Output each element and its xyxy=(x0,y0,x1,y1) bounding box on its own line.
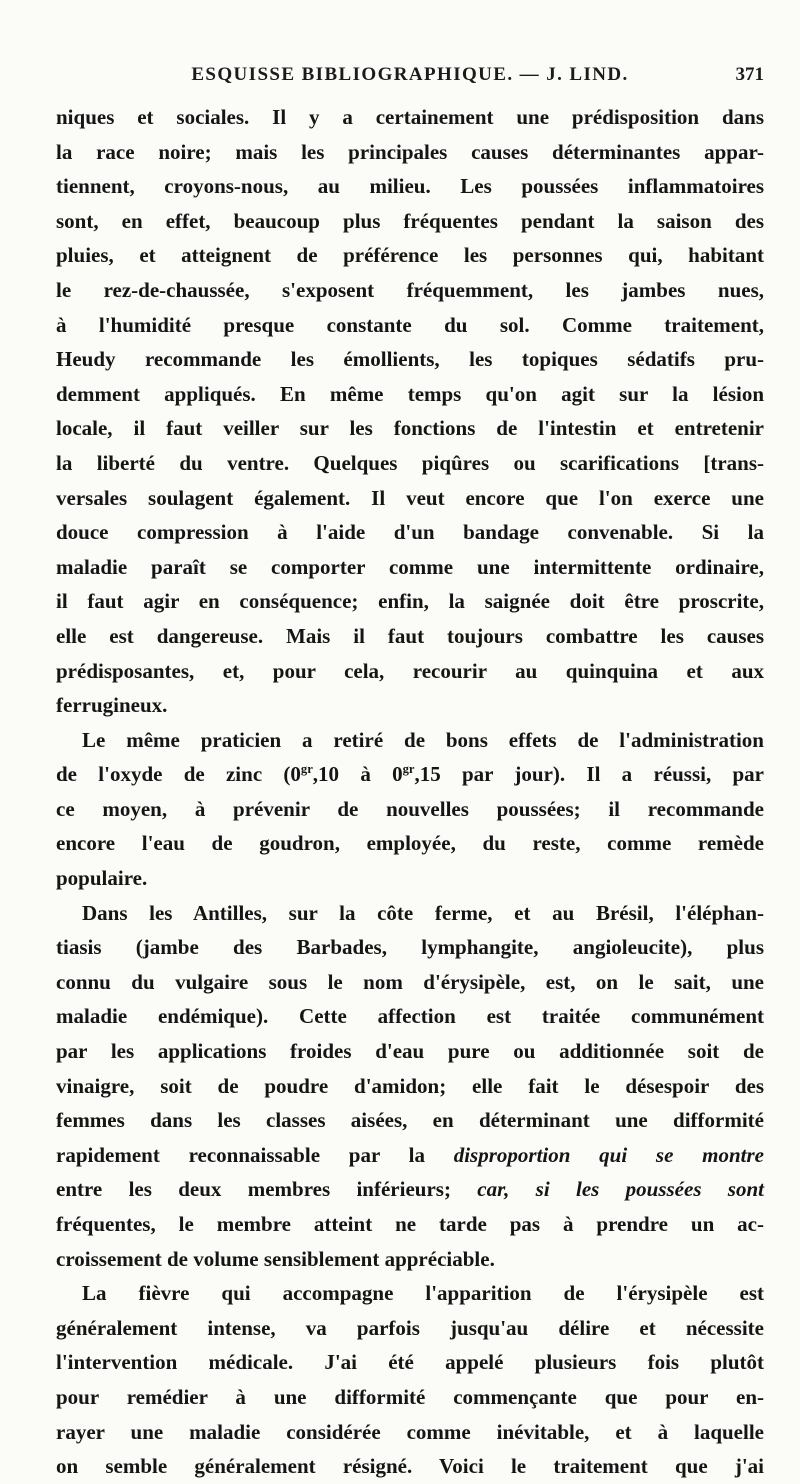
page-header xyxy=(56,60,764,90)
text-line: populaire. xyxy=(56,866,148,891)
zinc-line-start: de l'oxyde de zinc (0 xyxy=(56,762,301,787)
text-line: maladie endémique). Cette affection est traitée communément xyxy=(56,1004,764,1029)
text-line: locale, il faut veiller sur les fonctions de l'intestin et entretenir xyxy=(56,416,764,441)
page-number: 371 xyxy=(735,64,764,85)
text-line-mixed xyxy=(56,1138,764,1173)
text-line: prédisposantes, et, pour cela, recourir au quinquina et aux xyxy=(56,658,764,683)
text-line: le rez-de-chaussée, s'exposent fréquemment, les jambes nues, xyxy=(56,277,764,302)
text-line: maladie paraît se comporter comme une intermittente ordinaire, xyxy=(56,554,764,579)
text-line: niques et sociales. Il y a certainement une prédisposition dans xyxy=(56,105,764,129)
text-line: tiennent, croyons-nous, au milieu. Les poussées inflammatoires xyxy=(56,174,764,199)
text-line: tiasis (jambe des Barbades, lymphangite, angioleucite), plus xyxy=(56,935,764,960)
italic-segment: disproportion qui se montre xyxy=(453,1142,764,1167)
text-line: on semble généralement résigné. Voici le traitement que j'ai xyxy=(56,1454,764,1479)
running-head: ESQUISSE BIBLIOGRAPHIQUE. — J. LIND. xyxy=(191,64,629,85)
text-line: Heudy recommande les émollients, les topiques sédatifs pru- xyxy=(56,347,764,372)
text-line: encore l'eau de goudron, employée, du reste, comme remède xyxy=(56,831,764,856)
text-line: généralement intense, va parfois jusqu'au délire et nécessite xyxy=(56,1315,764,1340)
text-line: la race noire; mais les principales causes déterminantes appar- xyxy=(56,139,764,164)
text-line: l'intervention médicale. J'ai été appelé plusieurs fois plutôt xyxy=(56,1350,764,1375)
unit-gr: gr xyxy=(300,762,313,777)
text-line: douce compression à l'aide d'un bandage convenable. Si la xyxy=(56,520,764,545)
text-line: femmes dans les classes aisées, en déterminant une difformité xyxy=(56,1108,764,1133)
text-line: à l'humidité presque constante du sol. Comme traitement, xyxy=(56,312,764,337)
text-line: ferrugineux. xyxy=(56,693,168,718)
text-line: il faut agir en conséquence; enfin, la saignée doit être proscrite, xyxy=(56,589,764,614)
text-line: par les applications froides d'eau pure ou additionnée soit de xyxy=(56,1039,764,1064)
text-line: croissement de volume sensiblement appréciable. xyxy=(56,1246,495,1271)
text-line: La fièvre qui accompagne l'apparition de l'érysipèle est xyxy=(82,1281,764,1306)
text-line: la liberté du ventre. Quelques piqûres ou scarifications [trans- xyxy=(56,450,764,475)
zinc-dose-mid: ,10 à 0 xyxy=(312,762,403,787)
text-line: pour remédier à une difformité commençante que pour en- xyxy=(56,1384,764,1409)
text-line: demment appliqués. En même temps qu'on agit sur la lésion xyxy=(56,381,764,406)
text-line: versales soulagent également. Il veut encore que l'on exerce une xyxy=(56,485,764,510)
text-line-zinc-dose xyxy=(56,757,764,792)
text-line: fréquentes, le membre atteint ne tarde pas à prendre un ac- xyxy=(56,1212,764,1236)
text-line: Le même praticien a retiré de bons effets de l'administration xyxy=(82,727,764,752)
text-line: pluies, et atteignent de préférence les personnes qui, habitant xyxy=(56,243,764,268)
unit-gr: gr xyxy=(402,762,415,777)
text-line-mixed xyxy=(56,1172,764,1207)
italic-segment: car, si les poussées sont xyxy=(477,1177,764,1202)
text-segment: entre les deux membres inférieurs; xyxy=(56,1177,478,1202)
text-segment: rapidement reconnaissable par la xyxy=(56,1142,454,1167)
text-line: connu du vulgaire sous le nom d'érysipèle, est, on le sait, une xyxy=(56,969,764,994)
text-line: sont, en effet, beaucoup plus fréquentes pendant la saison des xyxy=(56,208,764,233)
text-line: Dans les Antilles, sur la côte ferme, et au Brésil, l'éléphan- xyxy=(82,900,764,925)
text-line: elle est dangereuse. Mais il faut toujours combattre les causes xyxy=(56,623,764,648)
text-line: vinaigre, soit de poudre d'amidon; elle fait le désespoir des xyxy=(56,1073,764,1098)
body-text xyxy=(56,100,764,1484)
text-line: ce moyen, à prévenir de nouvelles poussées; il recommande xyxy=(56,796,764,821)
text-line: rayer une maladie considérée comme inévitable, et à laquelle xyxy=(56,1419,764,1444)
zinc-line-tail: ,15 par jour). Il a réussi, par xyxy=(414,762,764,787)
